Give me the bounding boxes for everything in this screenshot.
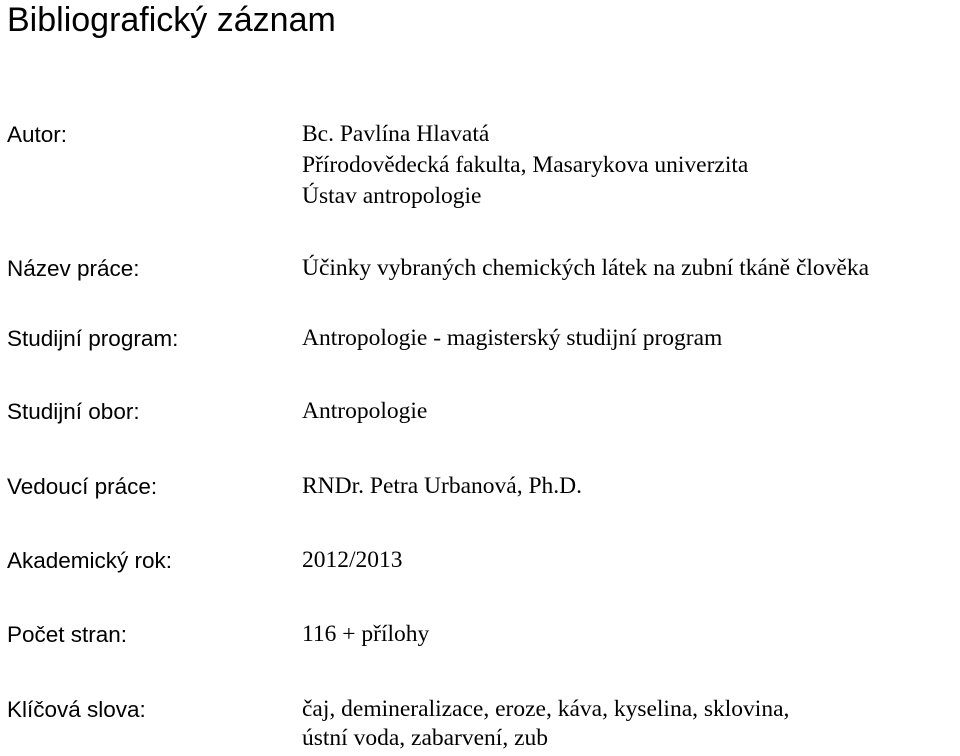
academic-year-label: Akademický rok: <box>7 548 173 573</box>
keywords-line-1: čaj, demineralizace, eroze, káva, kyselina, sklovina, <box>302 696 790 722</box>
keywords-value <box>302 694 789 752</box>
page-count-value: 116 + přílohy <box>302 621 430 647</box>
study-program-label: Studijní program: <box>7 326 179 351</box>
thesis-title-value: Účinky vybraných chemických látek na zubní tkáně člověka <box>302 255 870 281</box>
supervisor-value: RNDr. Petra Urbanová, Ph.D. <box>302 473 583 499</box>
academic-year-value: 2012/2013 <box>302 547 403 573</box>
author-faculty: Přírodovědecká fakulta, Masarykova univerzita <box>302 152 749 178</box>
author-institute: Ústav antropologie <box>302 183 482 209</box>
study-program-value: Antropologie - magisterský studijní program <box>302 325 723 351</box>
field-of-study-value: Antropologie <box>302 398 428 424</box>
author-value <box>302 119 748 212</box>
keywords-line-2: ústní voda, zabarvení, zub <box>302 725 549 751</box>
supervisor-label: Vedoucí práce: <box>7 474 158 499</box>
thesis-title-label: Název práce: <box>7 256 140 281</box>
keywords-label: Klíčová slova: <box>7 697 146 722</box>
author-label: Autor: <box>7 122 68 147</box>
page-title: Bibliografický záznam <box>7 1 336 39</box>
author-name: Bc. Pavlína Hlavatá <box>302 121 490 147</box>
page-count-label: Počet stran: <box>7 622 128 647</box>
field-of-study-label: Studijní obor: <box>7 399 140 424</box>
